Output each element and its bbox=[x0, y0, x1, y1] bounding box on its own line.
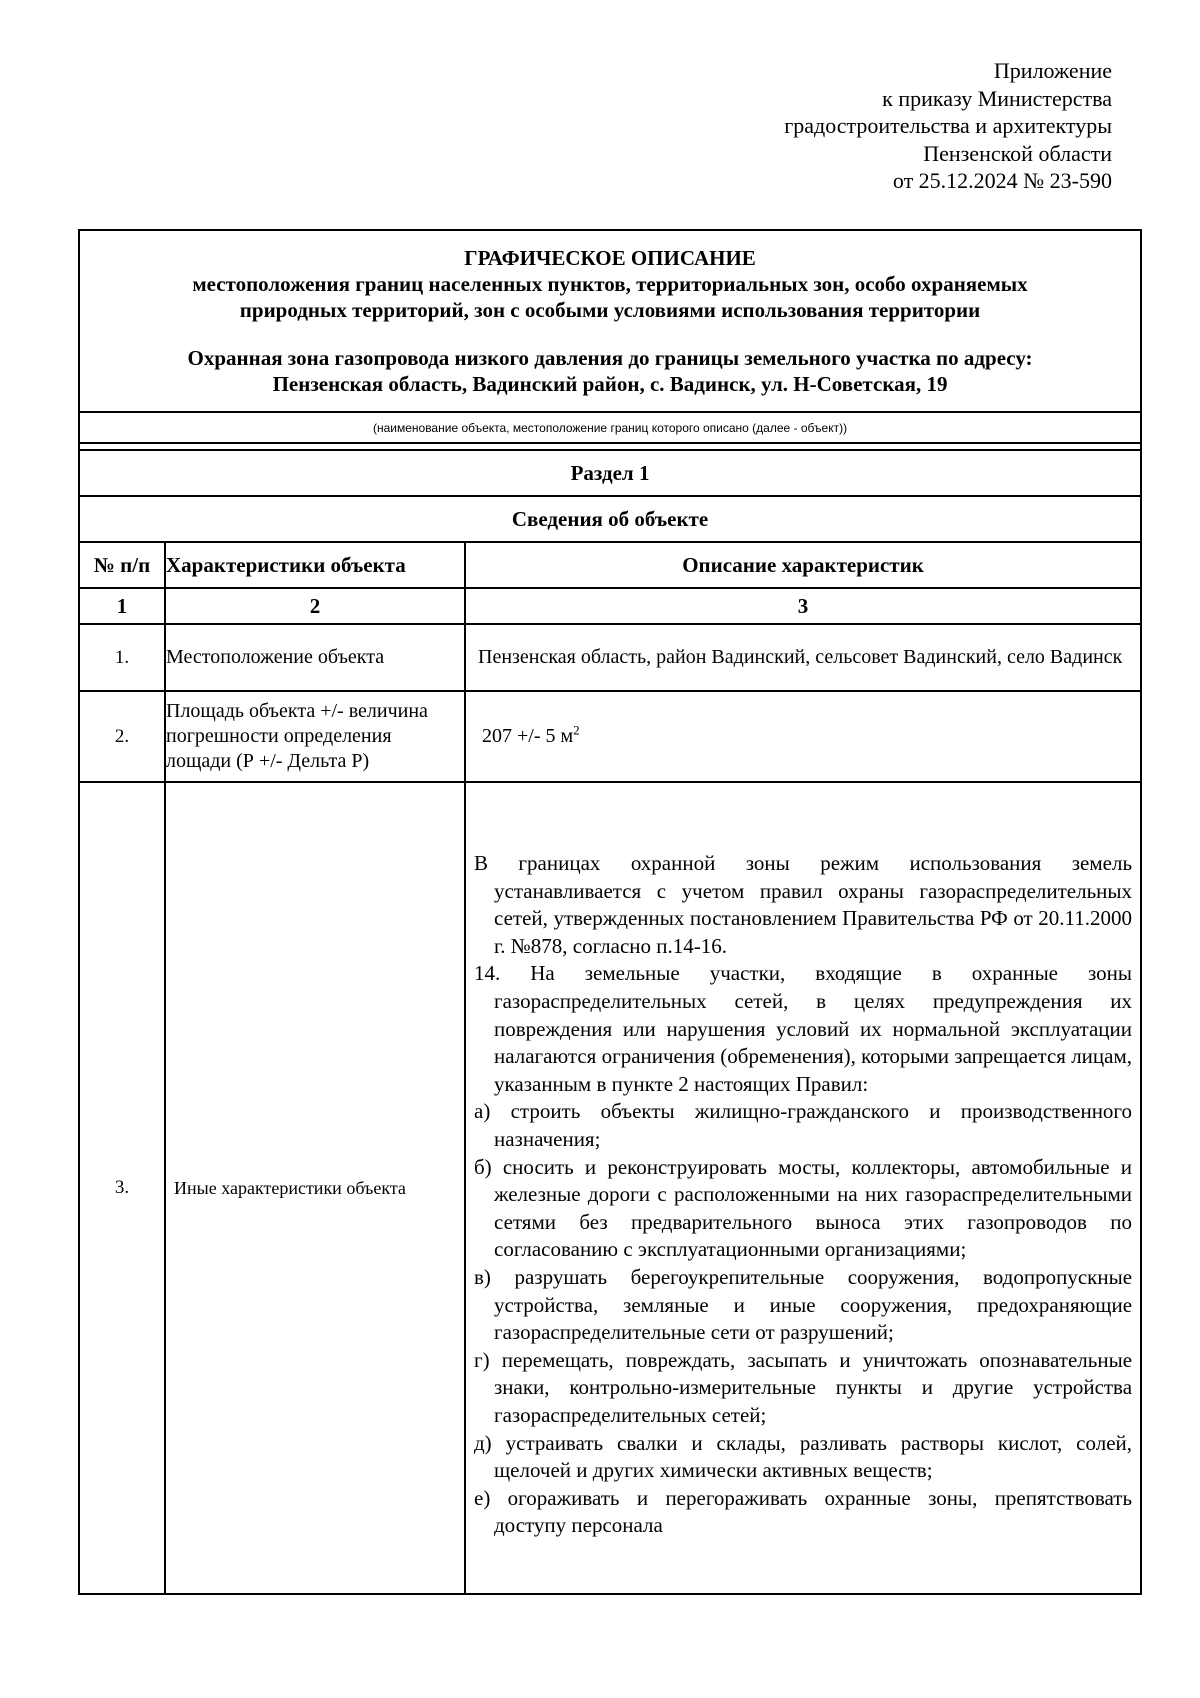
section-subtitle: Сведения об объекте bbox=[79, 496, 1141, 542]
column-number: 1 bbox=[79, 588, 165, 624]
document-title: ГРАФИЧЕСКОЕ ОПИСАНИЕ bbox=[464, 246, 756, 270]
object-note: (наименование объекта, местоположение границ которого описано (далее - объект)) bbox=[79, 412, 1141, 443]
description-item: а) строить объекты жилищно-гражданского и производственного назначения; bbox=[474, 1099, 1133, 1152]
area-value: 207 +/- 5 м bbox=[482, 725, 574, 747]
column-number: 3 bbox=[465, 588, 1141, 624]
annex-line: Пензенской области bbox=[923, 140, 1112, 166]
characteristic-line: лощади (Р +/- Дельта Р) bbox=[166, 750, 370, 772]
section-title: Раздел 1 bbox=[79, 450, 1141, 496]
area-unit-superscript: 2 bbox=[573, 722, 580, 738]
document-header bbox=[79, 230, 1141, 412]
annex-line: Приложение bbox=[993, 58, 1112, 83]
table-row bbox=[79, 624, 1141, 691]
description-item: д) устраивать свалки и склады, разливать растворы кислот, солей, щелочей и других химически активных веществ; bbox=[474, 1430, 1133, 1483]
annex-line: к приказу Министерства bbox=[882, 85, 1112, 111]
description-paragraph: В границах охранной зоны режим использования земель устанавливается с учетом правил охраны газораспределительных сетей, утвержденных постановлением Правительства РФ от 20.11.2000 г. №878, согласно п.14-16. bbox=[474, 851, 1133, 958]
annex-line: градостроительства и архитектуры bbox=[784, 113, 1112, 138]
characteristic-line: погрешности определения bbox=[166, 725, 392, 747]
document-subtitle-line: природных территорий, зон с особыми условиями использования территории bbox=[239, 298, 981, 322]
row-number: 1. bbox=[79, 624, 165, 691]
annex-block bbox=[612, 57, 1112, 195]
annex-line: от 25.12.2024 № 23-590 bbox=[892, 168, 1112, 193]
row-description bbox=[465, 691, 1141, 782]
description-paragraph: 14. На земельные участки, входящие в охранные зоны газораспределительных сетей, в целях предупреждения их повреждения или нарушения условий их нормальной эксплуатации налагаются ограничения (обременения), которыми запрещается лицам, указанным в пункте 2 настоящих Правил: bbox=[474, 961, 1133, 1096]
column-header-number: № п/п bbox=[79, 542, 165, 588]
characteristic-line: Площадь объекта +/- величина bbox=[166, 700, 428, 722]
blank-row bbox=[79, 443, 1141, 450]
description-item: е) огораживать и перегораживать охранные зоны, препятствовать доступу персонала bbox=[474, 1485, 1133, 1538]
document-subtitle-line: местоположения границ населенных пунктов, территориальных зон, особо охраняемых bbox=[192, 272, 1028, 296]
column-header-characteristic: Характеристики объекта bbox=[165, 542, 465, 588]
row-number: 2. bbox=[79, 691, 165, 782]
row-characteristic bbox=[165, 691, 465, 782]
row-characteristic: Иные характеристики объекта bbox=[165, 782, 465, 1594]
description-item: г) перемещать, повреждать, засыпать и уничтожать опознавательные знаки, контрольно-измерительные пункты и другие устройства газораспределительных сетей; bbox=[474, 1347, 1133, 1427]
row-characteristic: Местоположение объекта bbox=[165, 624, 465, 691]
row-description bbox=[465, 782, 1141, 1594]
table-row bbox=[79, 782, 1141, 1594]
description-item: б) сносить и реконструировать мосты, коллекторы, автомобильные и железные дороги с расположенными на них газораспределительными сетями без предварительного выноса этих газопроводов по согласованию с эксплуатационными организациями; bbox=[474, 1154, 1133, 1262]
column-number: 2 bbox=[165, 588, 465, 624]
row-description: Пензенская область, район Вадинский, сельсовет Вадинский, село Вадинск bbox=[465, 624, 1141, 691]
object-name-line: Охранная зона газопровода низкого давления до границы земельного участка по адресу: bbox=[187, 346, 1033, 370]
row-number: 3. bbox=[79, 782, 165, 1594]
description-item: в) разрушать берегоукрепительные сооружения, водопропускные устройства, земляные и иные сооружения, предохраняющие газораспределительные сети от разрушений; bbox=[474, 1264, 1133, 1345]
table-row bbox=[79, 691, 1141, 782]
object-name-line: Пензенская область, Вадинский район, с. Вадинск, ул. Н-Советская, 19 bbox=[272, 372, 948, 396]
description-table bbox=[78, 229, 1142, 1595]
column-header-description: Описание характеристик bbox=[465, 542, 1141, 588]
